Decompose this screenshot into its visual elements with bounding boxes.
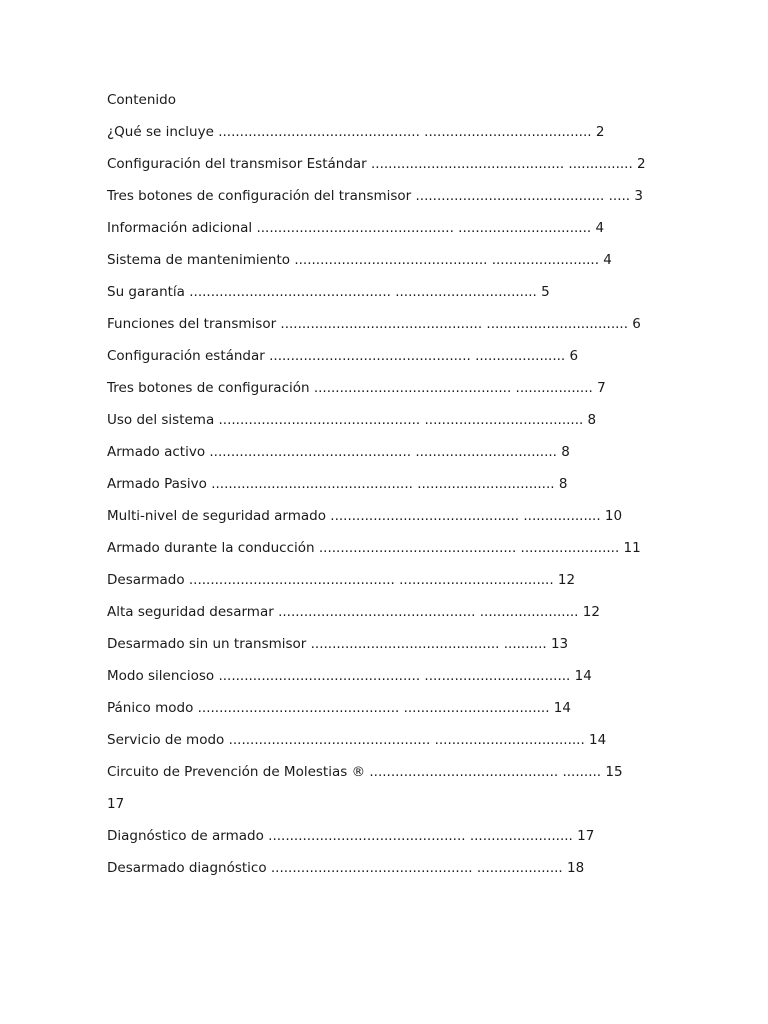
toc-entry: Diagnóstico de armado .............................................. ........................ 17 [107,828,595,844]
toc-entry: Pánico modo ............................................... .................................. 14 [107,700,571,716]
toc-entry: Desarmado sin un transmisor ............................................ .......... 13 [107,636,569,652]
toc-entry: Tres botones de configuración .............................................. .................. 7 [107,380,606,396]
toc-entry: Alta seguridad desarmar .............................................. ....................... 12 [107,604,600,620]
toc-entry: Servicio de modo ............................................... ................................... 14 [107,732,607,748]
toc-entry: Desarmado diagnóstico ............................................... .................... 18 [107,860,585,876]
toc-entry: Armado durante la conducción .............................................. ....................... 11 [107,540,641,556]
toc-entry: Configuración del transmisor Estándar ............................................. ............... 2 [107,156,646,172]
toc-entry: ¿Qué se incluye ............................................... ....................................... 2 [107,124,605,140]
toc-entry: Desarmado ................................................ .................................... 12 [107,572,576,588]
toc-entry: Funciones del transmisor ............................................... ................................. 6 [107,316,641,332]
toc-entry: Uso del sistema ............................................... ..................................... 8 [107,412,597,428]
table-of-contents [107,123,667,879]
contents-heading: Contenido [107,92,176,108]
toc-entry: Armado activo ............................................... ................................. 8 [107,444,570,460]
toc-entry: Información adicional .............................................. ............................... 4 [107,220,605,236]
toc-entry: Multi-nivel de seguridad armado ............................................ .................. 10 [107,508,623,524]
toc-entry: Sistema de mantenimiento ............................................. ......................... 4 [107,252,612,268]
toc-entry: Modo silencioso ............................................... .................................. 14 [107,668,592,684]
toc-entry: Circuito de Prevención de Molestias ® ............................................ ......... 15 [107,764,623,780]
toc-entry: 17 [107,796,125,812]
toc-entry: Su garantía ............................................... ................................. 5 [107,284,550,300]
toc-entry: Tres botones de configuración del transmisor ............................................ ..... 3 [107,188,643,204]
document-page [107,91,667,891]
toc-entry: Armado Pasivo ............................................... ................................ 8 [107,476,568,492]
toc-entry: Configuración estándar ............................................... ..................... 6 [107,348,579,364]
